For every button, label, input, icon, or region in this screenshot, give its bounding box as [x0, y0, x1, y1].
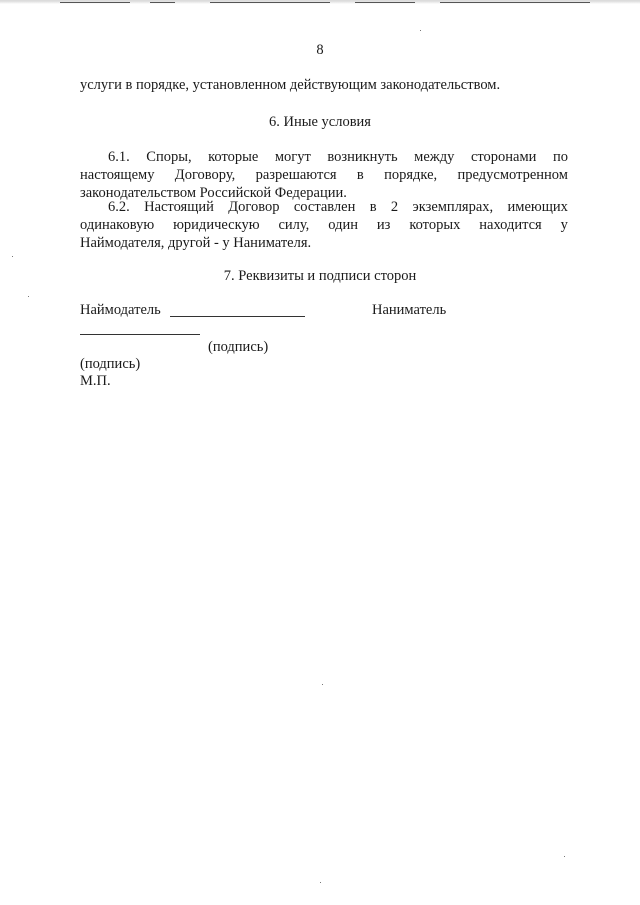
scan-speck: [420, 30, 421, 31]
word: которые: [208, 149, 259, 165]
stamp-label: М.П.: [80, 373, 111, 389]
scan-top-edge: [0, 0, 640, 6]
signature-caption: (подпись): [208, 339, 269, 355]
clause-6-2-line-3: Наймодателя, другой - у Нанимателя.: [80, 235, 312, 251]
clause-6-1: [80, 148, 568, 202]
word: разрешаются: [255, 167, 337, 183]
clause-6-2-line-2: [80, 216, 568, 234]
word: Настоящий: [144, 199, 214, 215]
signature-row: [80, 302, 568, 322]
word: имеющих: [507, 199, 568, 215]
clause-6-2: [80, 198, 568, 252]
scan-artifact: [60, 2, 130, 3]
section7-heading: 7. Реквизиты и подписи сторон: [223, 268, 417, 284]
word: предусмотренном: [457, 167, 568, 183]
signature-caption: (подпись): [80, 356, 141, 372]
word: в: [356, 167, 364, 183]
page-number: 8: [316, 42, 324, 58]
word: составлен: [293, 199, 356, 215]
word: по: [552, 149, 568, 165]
word: 6.2.: [108, 199, 130, 215]
scan-artifact: [150, 2, 175, 3]
landlord-signature-line-2: [80, 334, 200, 335]
landlord-label: Наймодатель: [80, 302, 161, 318]
word: порядке,: [384, 167, 438, 183]
scan-speck: [322, 684, 323, 685]
scan-artifact: [355, 2, 415, 3]
word: Договору,: [174, 167, 236, 183]
scan-speck: [564, 856, 565, 857]
section5-tail-text: услуги в порядке, установленном действующим законодательством.: [80, 77, 501, 93]
word: экземплярах,: [412, 199, 494, 215]
word: возникнуть: [327, 149, 398, 165]
word: один: [328, 217, 358, 233]
scan-artifact: [210, 2, 330, 3]
word: которых: [409, 217, 461, 233]
scan-artifact: [440, 2, 590, 3]
word: 2: [390, 199, 399, 215]
word: Договор: [228, 199, 280, 215]
word: настоящему: [80, 167, 155, 183]
clause-6-2-line-1: [80, 198, 568, 216]
word: могут: [274, 149, 311, 165]
scan-speck: [320, 882, 321, 883]
word: между: [414, 149, 455, 165]
word: юридическую: [173, 217, 260, 233]
tenant-label: Наниматель: [372, 302, 447, 318]
word: одинаковую: [80, 217, 155, 233]
word: сторонами: [470, 149, 537, 165]
section6-heading: 6. Иные условия: [269, 114, 371, 130]
clause-6-1-line-3: законодательством Российской Федерации.: [80, 185, 347, 201]
word: силу,: [278, 217, 310, 233]
landlord-signature-line: [170, 316, 305, 317]
word: 6.1.: [108, 149, 130, 165]
word: находится: [479, 217, 542, 233]
clause-6-1-line-2: [80, 166, 568, 184]
clause-6-1-line-1: [80, 148, 568, 166]
word: у: [560, 217, 568, 233]
word: Споры,: [146, 149, 192, 165]
scan-speck: [28, 296, 29, 297]
scan-speck: [12, 256, 13, 257]
word: в: [369, 199, 377, 215]
word: из: [376, 217, 391, 233]
